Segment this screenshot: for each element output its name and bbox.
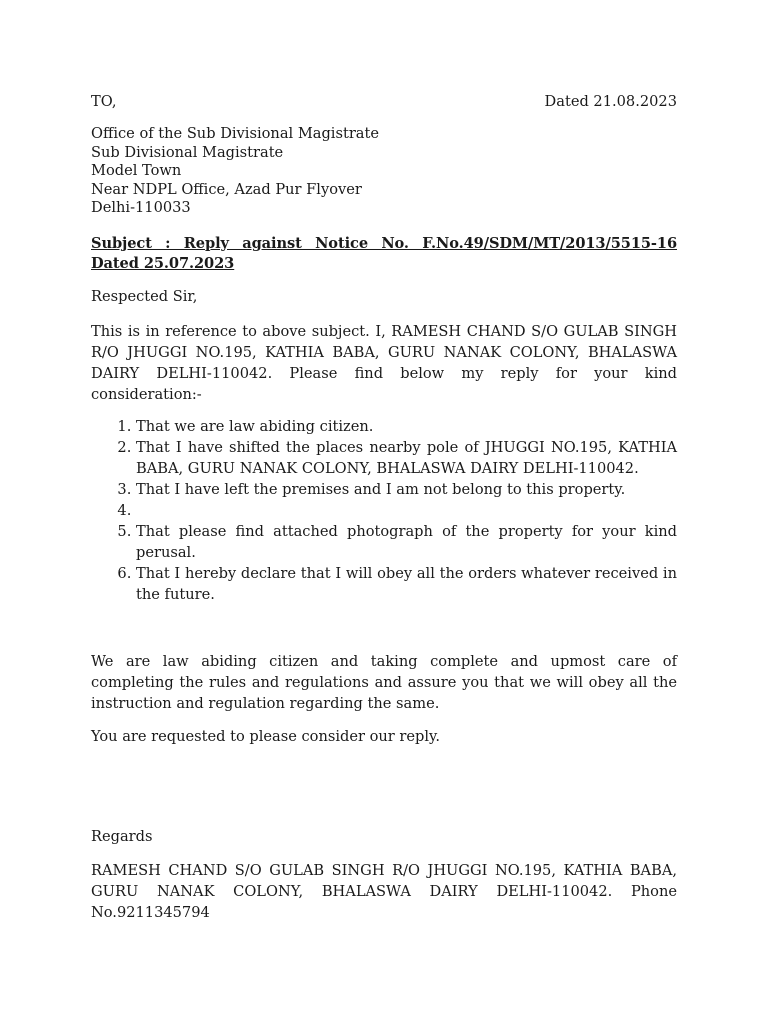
closing-paragraph: We are law abiding citizen and taking complete and upmost care of completing the rules and regulations and assure you that we will obey all the instruction and regulation regarding the same.: [91, 652, 677, 712]
letter-header: [91, 92, 677, 112]
address-line: Near NDPL Office, Azad Pur Flyover: [91, 180, 362, 198]
list-item: [136, 500, 677, 521]
intro-paragraph: This is in reference to above subject. I, RAMESH CHAND S/O GULAB SINGH R/O JHUGGI NO.195, KATHIA BABA, GURU NANAK COLONY, BHALASWA DAIRY DELHI-110042. Please find below my reply for your kind consideration:-: [91, 322, 677, 403]
request-line: You are requested to please consider our reply.: [91, 727, 440, 745]
list-item: 5. That please find attached photograph of the property for your kind perusal.: [136, 521, 677, 563]
salutation: Respected Sir,: [91, 287, 198, 305]
list-item: 1. That we are law abiding citizen.: [136, 416, 677, 437]
address-line: Delhi-110033: [91, 199, 191, 216]
address-line: Office of the Sub Divisional Magistrate: [91, 125, 380, 142]
letter-page: [91, 92, 677, 923]
sender-details: RAMESH CHAND S/O GULAB SINGH R/O JHUGGI NO.195, KATHIA BABA, GURU NANAK COLONY, BHALASWA DAIRY DELHI-110042. Phone No.9211345794: [91, 861, 677, 921]
address-line: Sub Divisional Magistrate: [91, 143, 284, 161]
subject-line: Subject : Reply against Notice No. F.No.49/SDM/MT/2013/5515-16 Dated 25.07.2023: [91, 234, 677, 272]
list-item: 3. That I have left the premises and I am not belong to this property.: [136, 479, 677, 500]
to-label: TO,: [91, 93, 117, 110]
list-item: 2. That I have shifted the places nearby pole of JHUGGI NO.195, KATHIA BABA, GURU NANAK COLONY, BHALASWA DAIRY DELHI-110042.: [136, 437, 677, 479]
letter-date: Dated 21.08.2023: [544, 93, 677, 110]
list-item: 6. That I hereby declare that I will obey all the orders whatever received in the future.: [136, 563, 677, 605]
recipient-address: [91, 125, 677, 218]
address-line: Model Town: [91, 162, 182, 179]
reply-points-list: [91, 416, 677, 605]
regards-line: Regards: [91, 827, 153, 845]
